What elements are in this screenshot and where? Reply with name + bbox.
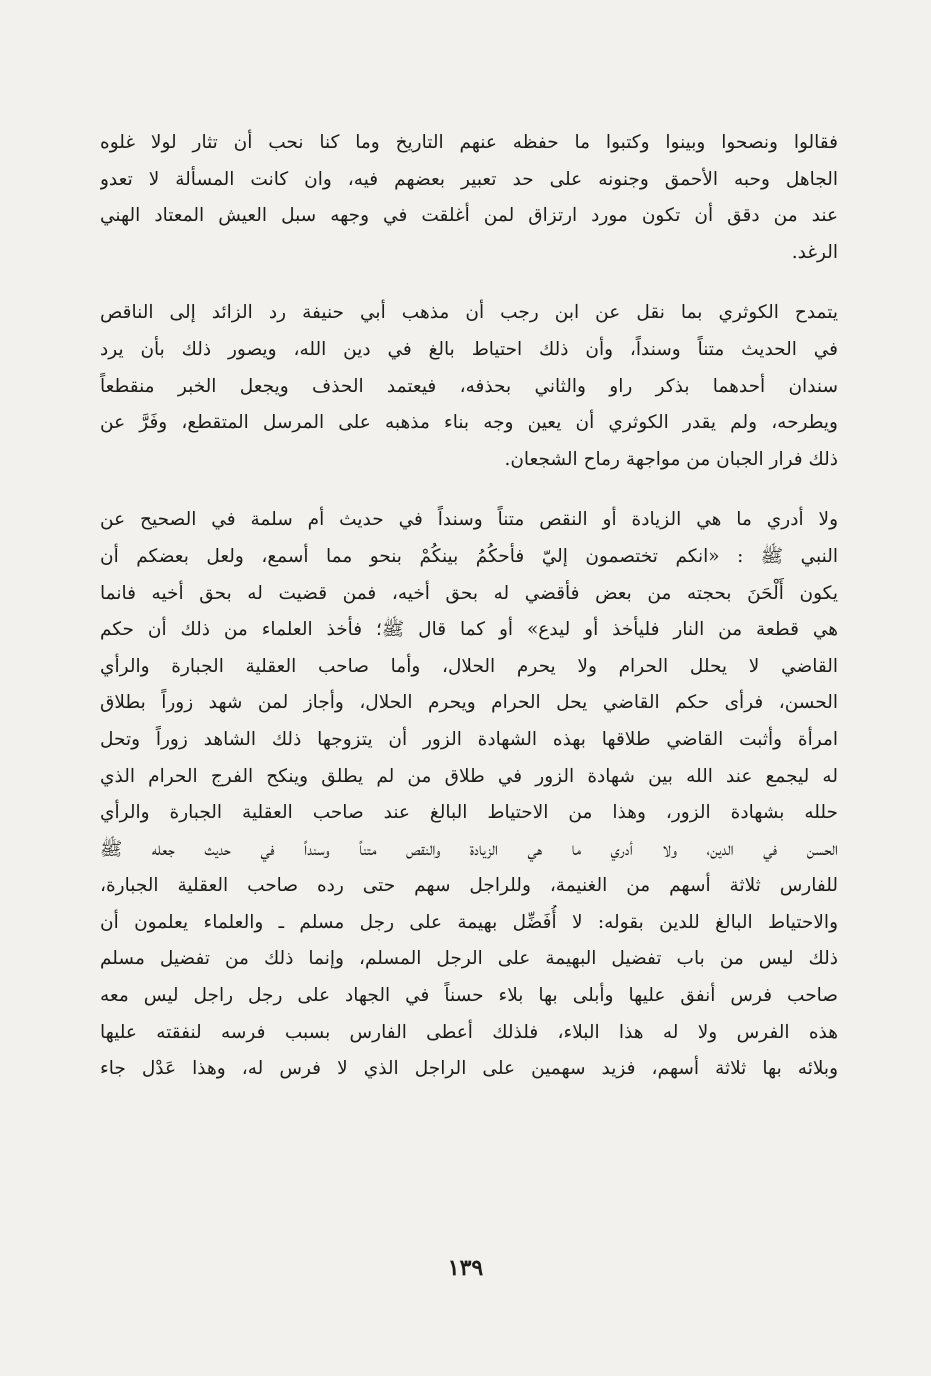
text-line: يكون أَلْحَنَ بحجته من بعض فأقضي له بحق أخيه، فمن قضيت له بحق أخيه فانما <box>100 582 838 604</box>
text-line: حلله بشهادة الزور، وهذا من الاحتياط البالغ عند صاحب العقلية الجبارة والرأي <box>100 802 838 824</box>
text-line: القاضي لا يحلل الحرام ولا يحرم الحلال، وأما صاحب العقلية الجبارة والرأي <box>100 655 838 677</box>
text-line: والاحتياط البالغ للدين بقوله: لا أُفَضِّل بهيمة على رجل مسلم ـ والعلماء يعلمون أن <box>100 911 838 933</box>
text-line: سندان أحدهما بذكر راو والثاني بحذفه، فيعتمد الحذف ويجعل الخبر منقطعاً <box>100 375 838 397</box>
text-line: للفارس ثلاثة أسهم من الغنيمة، وللراجل سهم حتى رده صاحب العقلية الجبارة، <box>100 875 838 897</box>
text-line: ولا أدري ما هي الزيادة أو النقص متناً وسنداً في حديث أم سلمة في الصحيح عن <box>100 509 838 531</box>
text-line: ويطرحه، ولم يقدر الكوثري أن يعين وجه بناء مذهبه على المرسل المتقطع، وفَرَّ عن <box>100 412 838 434</box>
paragraph-2 <box>100 295 838 478</box>
text-line: عند من دقق أن تكون مورد ارتزاق لمن أغلقت في وجهه سبل العيش المعتاد الهني <box>100 205 838 227</box>
text-line: فقالوا ونصحوا وبينوا وكتبوا ما حفظه عنهم التاريخ وما كنا نحب أن تثار لولا غلوه <box>100 132 838 153</box>
text-line: ذلك ليس من باب تفضيل البهيمة على الرجل المسلم، وإنما ذلك من تفضيل مسلم <box>100 948 838 970</box>
page-number: ١٣٩ <box>447 1255 484 1281</box>
text-line: امرأة وأثبت القاضي طلاقها بهذه الشهادة الزور أن يتزوجها ذلك الشاهد زوراً وتحل <box>100 728 838 750</box>
text-line: النبي ﷺ : «انكم تختصمون إليّ فأحكُمُ بينكُمْ بنحو مما أسمع، ولعل بعضكم أن <box>100 545 838 567</box>
text-line: الجاهل وحبه الأحمق وجنونه على حد تعبير بعضهم فيه، وان كانت المسألة لا تعدو <box>100 168 838 190</box>
text-line: هذه الفرس ولا له هذا البلاء، فلذلك أعطى الفارس بسبب فرسه لنفقته عليها <box>100 1021 838 1043</box>
text-line: الحسن في الدين، ولا أدري ما هي الزيادة والنقص متناً وسنداً في حديث جعله ﷺ <box>100 838 838 860</box>
text-line: في الحديث متناً وسنداً، وأن ذلك احتياط بالغ في دين الله، ويصور ذلك بأن يرد <box>100 338 838 360</box>
text-line: له ليجمع عند الله بين شهادة الزور في طلاق من لم يطلق وينكح الفرج الحرام الذي <box>100 765 838 787</box>
text-line: يتمدح الكوثري بما نقل عن ابن رجب أن مذهب أبي حنيفة رد الزائد إلى الناقص <box>100 302 838 324</box>
text-line: وبلائه بها ثلاثة أسهم، فزيد سهمين على الراجل الذي لا فرس له، وهذا عَدْل جاء <box>100 1058 838 1080</box>
text-line: هي قطعة من النار فليأخذ أو ليدع» أو كما قال ﷺ؛ فأخذ العلماء من ذلك أن حكم <box>100 619 838 641</box>
text-line: الرغد. <box>791 241 838 263</box>
text-line: ذلك فرار الجبان من مواجهة رماح الشجعان. <box>504 448 838 470</box>
text-line: الحسن، فرأى حكم القاضي يحل الحرام ويحرم الحلال، وأجاز لمن شهد زوراً بطلاق <box>100 692 838 714</box>
text-line: صاحب فرس أنفق عليها وأبلى بها بلاء حسناً في الجهاد على رجل راجل ليس معه <box>100 985 838 1007</box>
text-body <box>100 125 838 1088</box>
paragraph-3 <box>100 502 838 1088</box>
paragraph-1 <box>100 125 838 271</box>
